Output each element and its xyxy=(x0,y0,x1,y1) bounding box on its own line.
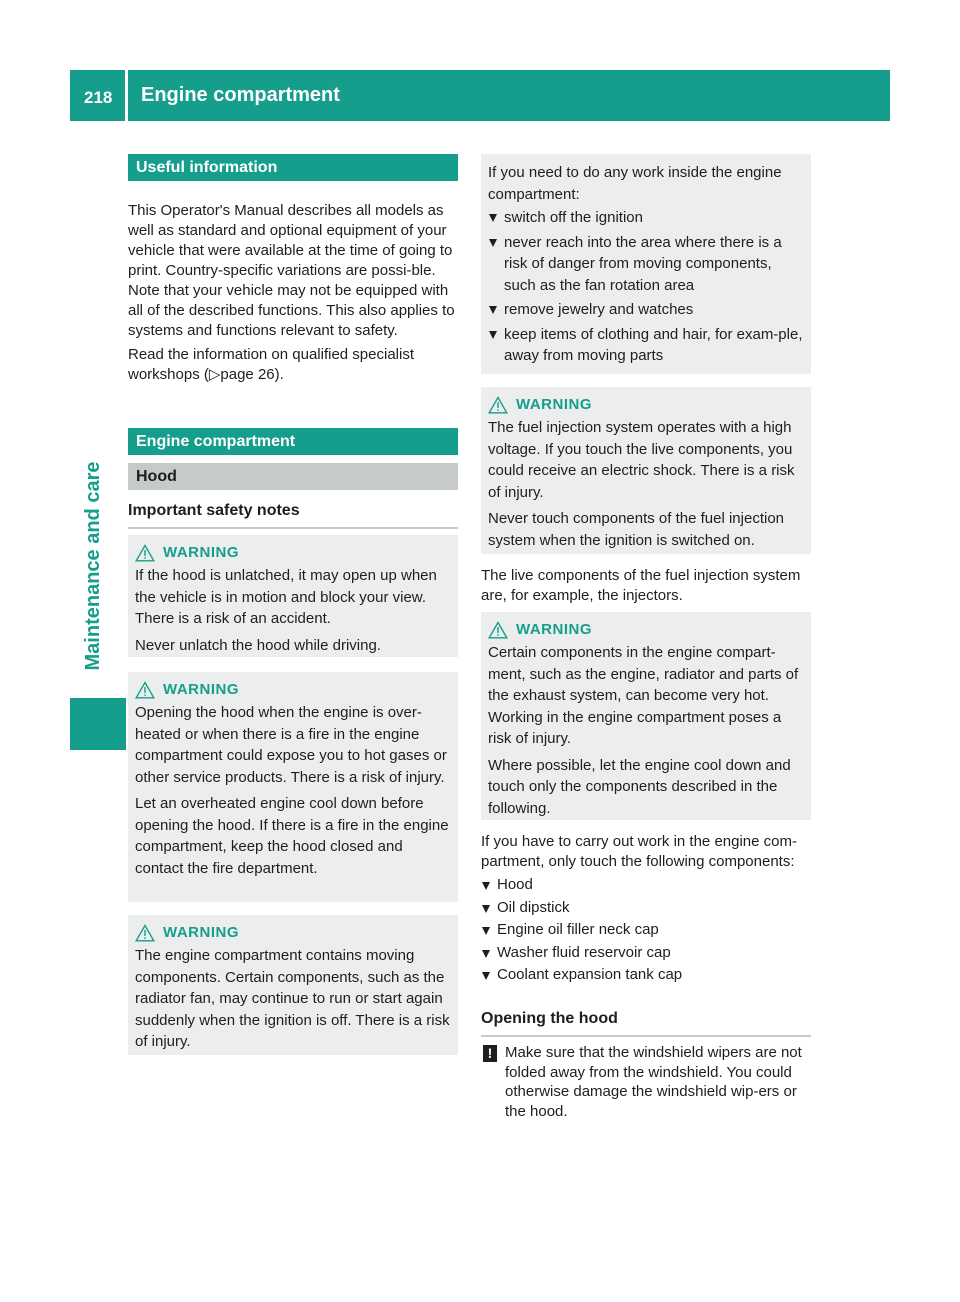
warning-title: WARNING xyxy=(488,395,804,415)
warning-box-hot-components xyxy=(481,612,811,820)
useful-info-heading: Useful information xyxy=(128,154,458,181)
header-divider xyxy=(125,70,128,121)
safety-notes-heading: Important safety notes xyxy=(128,500,458,529)
components-section xyxy=(481,832,811,986)
page-reference-link[interactable]: page 26 xyxy=(220,366,275,383)
warning-box-moving-components xyxy=(128,915,458,1055)
warning-title: WARNING xyxy=(135,543,451,563)
warning-title: WARNING xyxy=(135,680,451,700)
hood-heading: Hood xyxy=(128,463,458,490)
list-item: remove jewelry and watches xyxy=(488,299,804,321)
useful-info-body xyxy=(128,201,458,385)
warning-text: Opening the hood when the engine is over-heated or when there is a fire in the engine compartment could expose you to hot gases or other service products. There is a risk of injury. xyxy=(135,704,447,786)
warning-triangle-icon xyxy=(135,924,155,942)
components-list xyxy=(481,875,811,986)
warning-instruction: Let an overheated engine cool down before opening the hood. If there is a fire in the engine compartment, keep the hood closed and contact the fire department. xyxy=(135,795,449,877)
opening-hood-heading: Opening the hood xyxy=(481,1008,811,1037)
warning-text: Certain components in the engine compart-ment, such as the engine, radiator and parts of the exhaust system, can become very hot. Working in the engine compartment poses a risk of injury. xyxy=(488,644,799,747)
warning-title: WARNING xyxy=(488,620,804,640)
warning-instruction: Never unlatch the hood while driving. xyxy=(135,636,381,654)
exclamation-icon: ! xyxy=(483,1045,497,1062)
warning-text: The fuel injection system operates with a high voltage. If you touch the live components, you could receive an electric shock. There is a risk of injury. xyxy=(488,419,795,501)
page-reference-arrow-icon: ▷ xyxy=(208,366,221,383)
warning-instruction: Never touch components of the fuel injection system when the ignition is switched on. xyxy=(488,510,785,549)
list-item: Coolant expansion tank cap xyxy=(481,965,811,986)
notice-text: Make sure that the windshield wipers are not folded away from the windshield. You could otherwise damage the windshield wip-ers or the hood. xyxy=(505,1044,802,1120)
warning-text: The engine compartment contains moving components. Certain components, such as the radiator fan, may continue to run or start again suddenly when the ignition is off. There is a risk of injury. xyxy=(135,947,450,1050)
live-components-text: The live components of the fuel injection system are, for example, the injectors. xyxy=(481,567,801,604)
list-item: Oil dipstick xyxy=(481,898,811,919)
notice-windshield-wipers xyxy=(481,1043,811,1121)
page-title: Engine compartment xyxy=(141,84,340,106)
warning-triangle-icon xyxy=(135,681,155,699)
warning-text: If the hood is unlatched, it may open up when the vehicle is in motion and block your view. There is a risk of an accident. xyxy=(135,567,437,627)
work-precautions-box xyxy=(481,154,811,374)
specialist-workshop-paragraph: Read the information on qualified specialist workshops (▷page 26). xyxy=(128,346,415,383)
list-item: Washer fluid reservoir cap xyxy=(481,943,811,964)
components-intro: If you have to carry out work in the engine com-partment, only touch the following components: xyxy=(481,833,797,870)
warning-triangle-icon xyxy=(488,621,508,639)
side-tab-label: Maintenance and care xyxy=(82,461,104,671)
warning-box-high-voltage xyxy=(481,387,811,554)
list-item: switch off the ignition xyxy=(488,207,804,229)
list-item: keep items of clothing and hair, for exam-ple, away from moving parts xyxy=(488,324,804,367)
work-precautions-list xyxy=(488,207,804,367)
warning-triangle-icon xyxy=(135,544,155,562)
list-item: never reach into the area where there is a risk of danger from moving components, such as the fan rotation area xyxy=(488,232,804,297)
warning-title: WARNING xyxy=(135,923,451,943)
warning-triangle-icon xyxy=(488,396,508,414)
engine-compartment-heading: Engine compartment xyxy=(128,428,458,455)
work-precautions-intro: If you need to do any work inside the engine compartment: xyxy=(488,164,782,203)
useful-info-paragraph: This Operator's Manual describes all models as well as standard and optional equipment of your vehicle that were available at the time of going to print. Country-specific variations are possi-ble. Note that your vehicle may not be equipped with all of the described functions. This also applies to systems and functions relevant to safety. xyxy=(128,202,455,339)
list-item: Engine oil filler neck cap xyxy=(481,920,811,941)
warning-box-hood-unlatched xyxy=(128,535,458,657)
warning-instruction: Where possible, let the engine cool down and touch only the components described in the following. xyxy=(488,756,791,817)
page-header xyxy=(70,70,890,121)
side-tab-marker xyxy=(70,698,126,750)
list-item: Hood xyxy=(481,875,811,896)
page-number: 218 xyxy=(84,88,113,107)
warning-box-overheated-engine xyxy=(128,672,458,902)
